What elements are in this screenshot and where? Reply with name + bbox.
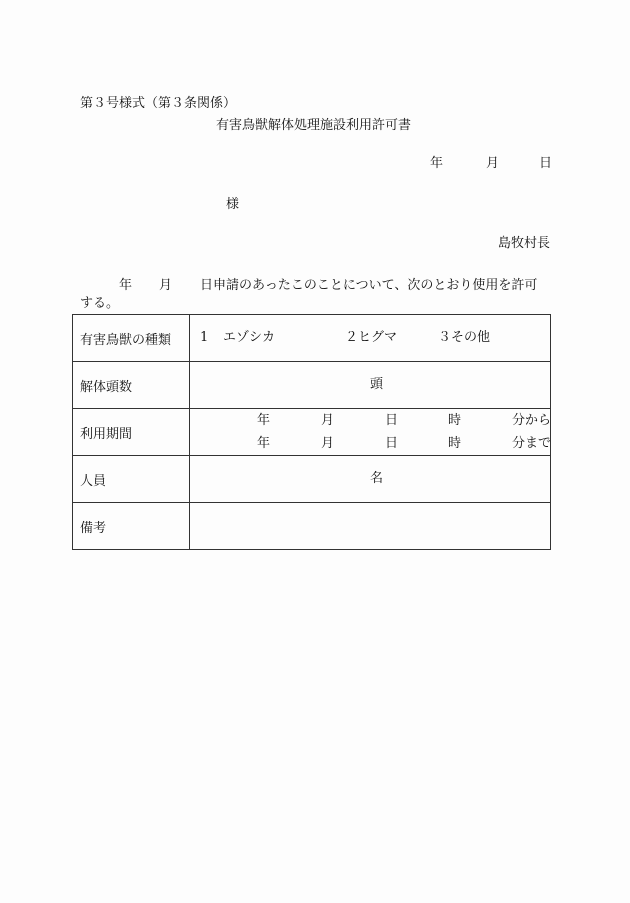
personnel-unit: 名: [370, 471, 384, 486]
personnel-row: [73, 456, 551, 503]
remarks-row: [73, 503, 551, 550]
period-label: 利用期間: [73, 409, 190, 456]
body-line-end: する。: [80, 296, 120, 311]
issue-date: [430, 156, 552, 172]
count-value: [190, 362, 551, 409]
species-row: [73, 315, 551, 362]
permit-table: [72, 314, 551, 550]
species-label: 有害鳥獣の種類: [73, 315, 190, 362]
period-to-hour: 時: [448, 436, 462, 451]
species-option3: ３その他: [438, 330, 491, 345]
personnel-value: [190, 456, 551, 503]
period-to-day: 日: [385, 436, 399, 451]
date-month: 月: [486, 156, 500, 171]
period-from-hour: 時: [448, 413, 462, 428]
remarks-label: 備考: [73, 503, 190, 550]
period-from-year: 年: [257, 413, 271, 428]
body-text: 日申請のあったこのことについて、次のとおり使用を許可: [200, 278, 538, 293]
personnel-label: 人員: [73, 456, 190, 503]
date-day: 日: [539, 156, 553, 171]
issuer: 島牧村長: [497, 236, 550, 251]
species-value: [190, 315, 551, 362]
count-label: 解体頭数: [73, 362, 190, 409]
period-value: [190, 409, 551, 456]
count-row: [73, 362, 551, 409]
species-option1: エゾシカ: [223, 330, 276, 345]
species-option1-number: 1: [200, 330, 209, 345]
period-to-minute: 分まで: [512, 436, 552, 451]
period-from-day: 日: [385, 413, 399, 428]
form-number: 第３号様式（第３条関係）: [80, 96, 237, 111]
count-unit: 頭: [370, 377, 384, 392]
remarks-value: [190, 503, 551, 550]
species-option2: ２ヒグマ: [345, 330, 398, 345]
period-row: [73, 409, 551, 456]
document-title: 有害鳥獣解体処理施設利用許可書: [216, 118, 412, 133]
period-from-month: 月: [321, 413, 335, 428]
period-to-year: 年: [257, 436, 271, 451]
addressee-honorific: 様: [226, 197, 240, 212]
period-to-month: 月: [321, 436, 335, 451]
body-line: [119, 278, 550, 294]
date-year: 年: [430, 156, 444, 171]
body-month: 月: [159, 278, 173, 293]
period-from-minute: 分から: [512, 413, 552, 428]
body-year: 年: [119, 278, 133, 293]
